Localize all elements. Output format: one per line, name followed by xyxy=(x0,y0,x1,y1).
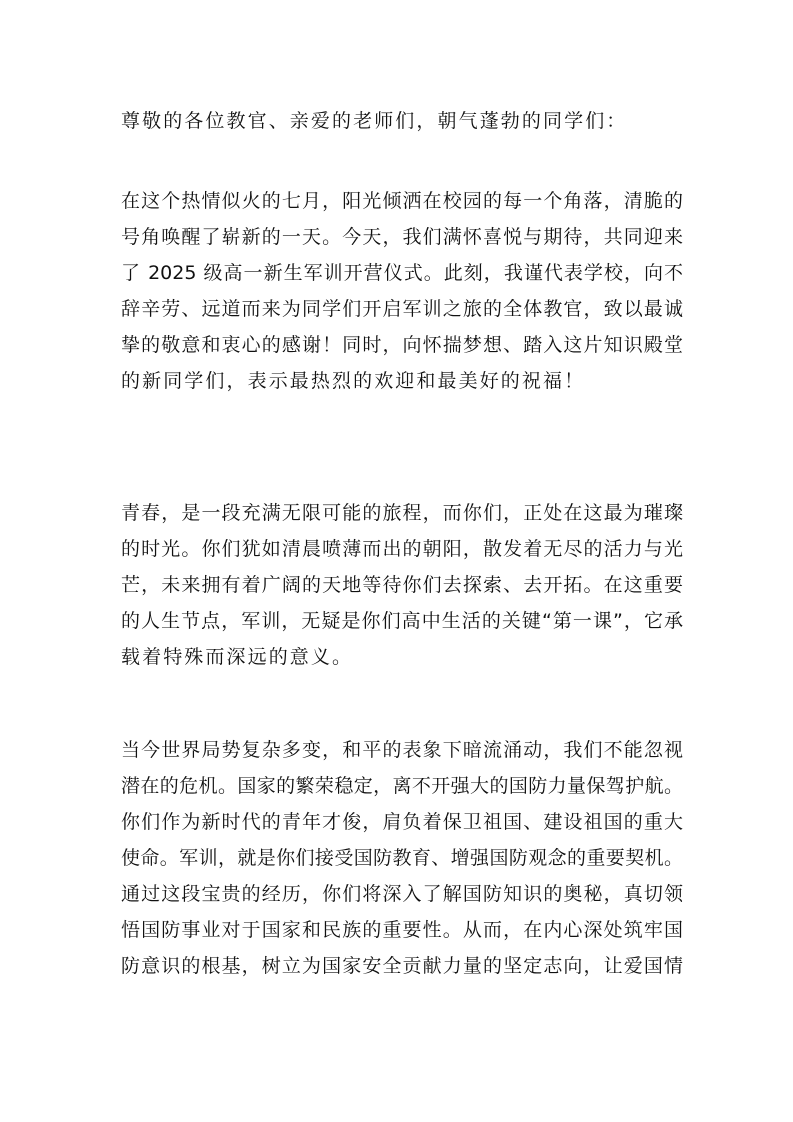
paragraph-3-line-7: 防意识的根基，树立为国家安全贡献力量的坚定志向，让爱国情 xyxy=(121,955,683,977)
paragraph-2-line-3: 芒，未来拥有着广阔的天地等待你们去探索、去开拓。在这重要 xyxy=(121,574,683,596)
paragraph-2-line-2: 的时光。你们犹如清晨喷薄而出的朝阳，散发着无尽的活力与光 xyxy=(121,538,683,560)
paragraph-1-line-6: 的新同学们，表示最热烈的欢迎和最美好的祝福！ xyxy=(121,370,586,392)
paragraph-3-line-2: 潜在的危机。国家的繁荣稳定，离不开强大的国防力量保驾护航。 xyxy=(121,775,683,797)
paragraph-3-line-6: 悟国防事业对于国家和民族的重要性。从而，在内心深处筑牢国 xyxy=(121,919,683,941)
paragraph-3-line-5: 通过这段宝贵的经历，你们将深入了解国防知识的奥秘，真切领 xyxy=(121,883,683,905)
paragraph-1-line-3: 了 2025 级高一新生军训开营仪式。此刻，我谨代表学校，向不 xyxy=(121,262,683,284)
greeting-line: 尊敬的各位教官、亲爱的老师们，朝气蓬勃的同学们： xyxy=(121,110,628,132)
paragraph-3-line-3: 你们作为新时代的青年才俊，肩负着保卫祖国、建设祖国的重大 xyxy=(121,811,683,833)
paragraph-1-line-1: 在这个热情似火的七月，阳光倾洒在校园的每一个角落，清脆的 xyxy=(121,190,683,212)
paragraph-2-line-1: 青春，是一段充满无限可能的旅程，而你们，正处在这最为璀璨 xyxy=(121,502,683,524)
paragraph-1-line-5: 挚的敬意和衷心的感谢！同时，向怀揣梦想、踏入这片知识殿堂 xyxy=(121,334,683,356)
paragraph-2-line-4: 的人生节点，军训，无疑是你们高中生活的关键“第一课”，它承 xyxy=(121,610,683,632)
paragraph-2-line-5: 载着特殊而深远的意义。 xyxy=(121,646,354,668)
paragraph-1-line-4: 辞辛劳、远道而来为同学们开启军训之旅的全体教官，致以最诚 xyxy=(121,298,683,320)
paragraph-3-line-1: 当今世界局势复杂多变，和平的表象下暗流涌动，我们不能忽视 xyxy=(121,739,683,761)
paragraph-1-line-2: 号角唤醒了崭新的一天。今天，我们满怀喜悦与期待，共同迎来 xyxy=(121,226,683,248)
paragraph-3-line-4: 使命。军训，就是你们接受国防教育、增强国防观念的重要契机。 xyxy=(121,847,683,869)
